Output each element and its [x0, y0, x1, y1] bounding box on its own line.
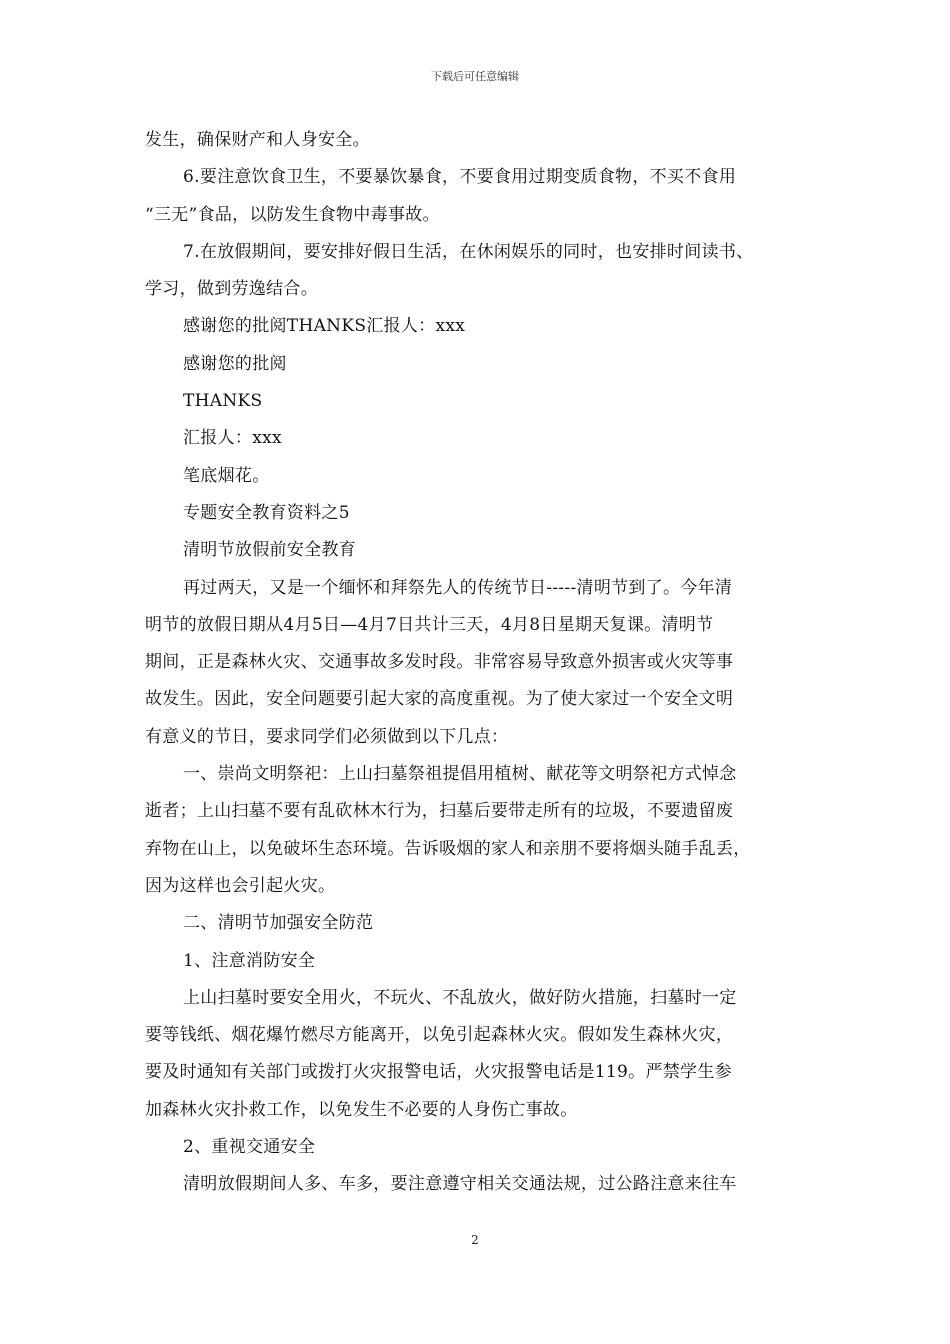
- text-line: 要等钱纸、烟花爆竹燃尽方能离开，以免引起森林火灾。假如发生森林火灾，: [145, 1025, 734, 1046]
- text-line: 逝者；上山扫墓不要有乱砍林木行为，扫墓后要带走所有的垃圾，不要遗留废: [145, 801, 734, 822]
- text-line: 7.在放假期间，要安排好假日生活，在休闲娱乐的同时，也安排时间读书、: [183, 241, 754, 262]
- text-line: 一、崇尚文明祭祀：上山扫墓祭祖提倡用植树、献花等文明祭祀方式悼念: [183, 764, 737, 785]
- text-line: 因为这样也会引起火灾。: [145, 875, 336, 896]
- text-line: 清明放假期间人多、车多，要注意遵守相关交通法规，过公路注意来往车: [183, 1174, 737, 1195]
- text-line: 明节的放假日期从4月5日—4月7日共计三天，4月8日星期天复课。清明节: [145, 614, 714, 635]
- document-body: [145, 122, 815, 1204]
- text-line: “三无”食品，以防发生食物中毒事故。: [145, 204, 440, 225]
- text-line: 汇报人：xxx: [183, 428, 282, 449]
- text-line: 学习，做到劳逸结合。: [145, 279, 318, 300]
- section-heading: 二、清明节加强安全防范: [183, 913, 374, 934]
- page-header: 下载后可任意编辑: [431, 70, 519, 83]
- text-line: 有意义的节日，要求同学们必须做到以下几点：: [145, 726, 509, 747]
- section-heading: 2、重视交通安全: [183, 1137, 316, 1158]
- text-line: 上山扫墓时要安全用火，不玩火、不乱放火，做好防火措施，扫墓时一定: [183, 987, 737, 1008]
- page-number: 2: [471, 1233, 479, 1247]
- text-line: 要及时通知有关部门或拨打火灾报警电话，火灾报警电话是119。严禁学生参: [145, 1062, 732, 1083]
- text-line: 加森林火灾扑救工作，以免发生不必要的人身伤亡事故。: [145, 1099, 578, 1120]
- section-title: 专题安全教育资料之5: [183, 502, 350, 523]
- text-line: 弃物在山上，以免破坏生态环境。告诉吸烟的家人和亲朋不要将烟头随手乱丢，: [145, 838, 751, 859]
- text-line: 故发生。因此，安全问题要引起大家的高度重视。为了使大家过一个安全文明: [145, 689, 734, 710]
- text-line: 再过两天，又是一个缅怀和拜祭先人的传统节日-----清明节到了。今年清: [183, 577, 733, 598]
- text-line: 发生，确保财产和人身安全。: [145, 130, 370, 150]
- section-subtitle: 清明节放假前安全教育: [183, 540, 356, 561]
- text-line: 笔底烟花。: [183, 465, 270, 486]
- text-line: 6.要注意饮食卫生，不要暴饮暴食，不要食用过期变质食物，不买不食用: [183, 167, 737, 188]
- text-line: THANKS: [183, 391, 263, 412]
- section-heading: 1、注意消防安全: [183, 950, 316, 971]
- text-line: 感谢您的批阅: [183, 353, 287, 374]
- text-line: 感谢您的批阅THANKS汇报人：xxx: [183, 316, 466, 337]
- text-line: 期间，正是森林火灾、交通事故多发时段。非常容易导致意外损害或火灾等事: [145, 652, 734, 673]
